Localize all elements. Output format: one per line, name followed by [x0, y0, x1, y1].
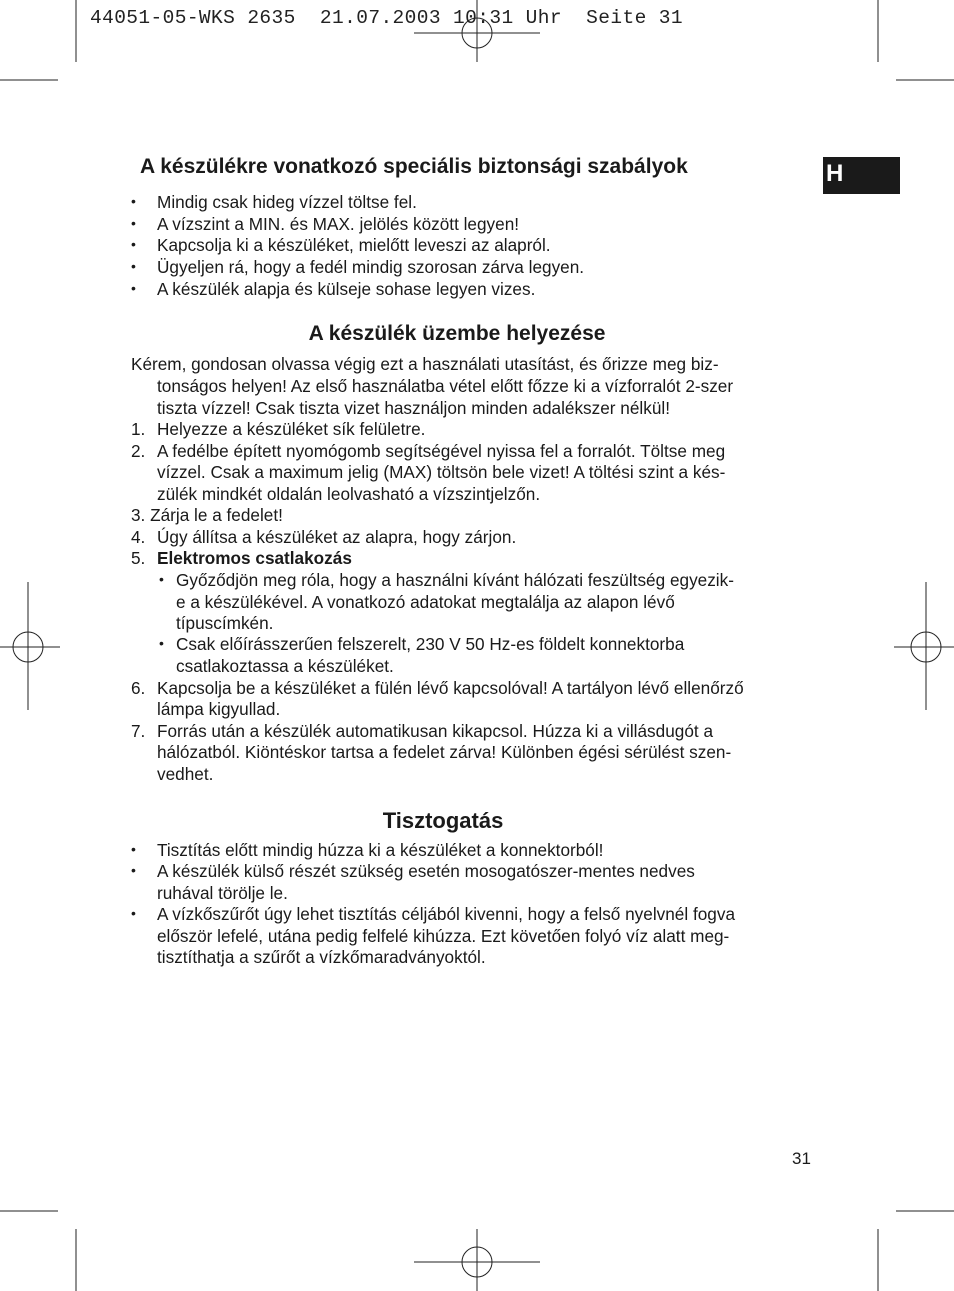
step-text: A fedélbe épített nyomógomb segítségével nyissa fel a forralót. Töltse meg	[157, 441, 726, 461]
sub-item-text: Győződjön meg róla, hogy a használni kívánt hálózati feszültség egyezik-	[176, 570, 734, 590]
step-text: Úgy állítsa a készüléket az alapra, hogy zárjon.	[157, 527, 517, 547]
step-text: hálózatból. Kiöntéskor tartsa a fedelet zárva! Különben égési sérülést szen-	[157, 742, 732, 762]
step-number: 7.	[131, 721, 146, 741]
bullet: •	[159, 635, 164, 651]
setup-heading: A készülék üzembe helyezése	[308, 322, 606, 345]
bullet: •	[131, 862, 136, 878]
step-text: lámpa kigyullad.	[157, 699, 281, 719]
list-item: Tisztítás előtt mindig húzza ki a készüléket a konnektorból!	[157, 840, 604, 860]
list-item: A vízszint a MIN. és MAX. jelölés között legyen!	[157, 214, 520, 234]
bullet: •	[131, 905, 136, 921]
safety-heading: A készülékre vonatkozó speciális biztonsági szabályok	[140, 155, 688, 178]
language-tab	[823, 157, 900, 194]
bullet: •	[131, 215, 136, 231]
print-slug: 44051-05-WKS 2635 21.07.2003 10:31 Uhr Seite 31	[90, 7, 683, 29]
intro-line: tonságos helyen! Az első használatba vétel előtt főzze ki a vízforralót 2-szer	[157, 376, 734, 396]
step-number: 4.	[131, 527, 146, 547]
intro-line: tiszta vízzel! Csak tiszta vizet használjon minden adalékszer nélkül!	[157, 398, 670, 418]
list-item: Kapcsolja ki a készüléket, mielőtt leveszi az alapról.	[157, 235, 551, 255]
intro-line: Kérem, gondosan olvassa végig ezt a használati utasítást, és őrizze meg biz-	[131, 354, 719, 374]
bullet: •	[131, 236, 136, 252]
list-item: először lefelé, utána pedig felfelé kihúzza. Ezt követően folyó víz alatt meg-	[157, 926, 730, 946]
list-item: A készülék külső részét szükség esetén mosogatószer-mentes nedves	[157, 861, 695, 881]
step-text: 3. Zárja le a fedelet!	[131, 505, 283, 525]
step-text: Kapcsolja be a készüléket a fülén lévő kapcsolóval! A tartályon lévő ellenőrző	[157, 678, 744, 698]
bullet: •	[159, 571, 164, 587]
step-label: Elektromos csatlakozás	[157, 548, 352, 568]
step-number: 2.	[131, 441, 146, 461]
list-item: ruhával törölje le.	[157, 883, 288, 903]
step-text: vedhet.	[157, 764, 214, 784]
language-tab-label: H	[826, 160, 844, 187]
bullet: •	[131, 258, 136, 274]
step-text: Forrás után a készülék automatikusan kikapcsol. Húzza ki a villásdugót a	[157, 721, 714, 741]
step-text: zülék mindkét oldalán leolvasható a vízszintjelzőn.	[157, 484, 541, 504]
step-number: 1.	[131, 419, 146, 439]
list-item: Ügyeljen rá, hogy a fedél mindig szorosan zárva legyen.	[157, 257, 585, 277]
list-item: tisztíthatja a szűrőt a vízkőmaradványoktól.	[157, 947, 486, 967]
list-item: A vízkőszűrőt úgy lehet tisztítás céljából kivenni, hogy a felső nyelvnél fogva	[157, 904, 736, 924]
bullet: •	[131, 193, 136, 209]
cleaning-heading: Tisztogatás	[382, 808, 504, 833]
sub-item-text: Csak előírásszerűen felszerelt, 230 V 50 Hz-es földelt konnektorba	[176, 634, 685, 654]
bullet: •	[131, 280, 136, 296]
list-item: A készülék alapja és külseje sohase legyen vizes.	[157, 279, 536, 299]
bullet: •	[131, 841, 136, 857]
step-text: Helyezze a készüléket sík felületre.	[157, 419, 426, 439]
page-number: 31	[792, 1149, 811, 1168]
list-item: Mindig csak hideg vízzel töltse fel.	[157, 192, 417, 212]
step-text: vízzel. Csak a maximum jelig (MAX) töltsön bele vizet! A töltési szint a kés-	[157, 462, 726, 482]
sub-item-text: csatlakoztassa a készüléket.	[176, 656, 394, 676]
step-number: 5.	[131, 548, 146, 568]
step-number: 6.	[131, 678, 146, 698]
sub-item-text: e a készülékével. A vonatkozó adatokat megtalálja az alapon lévő	[176, 592, 675, 612]
sub-item-text: típuscímkén.	[176, 613, 274, 633]
